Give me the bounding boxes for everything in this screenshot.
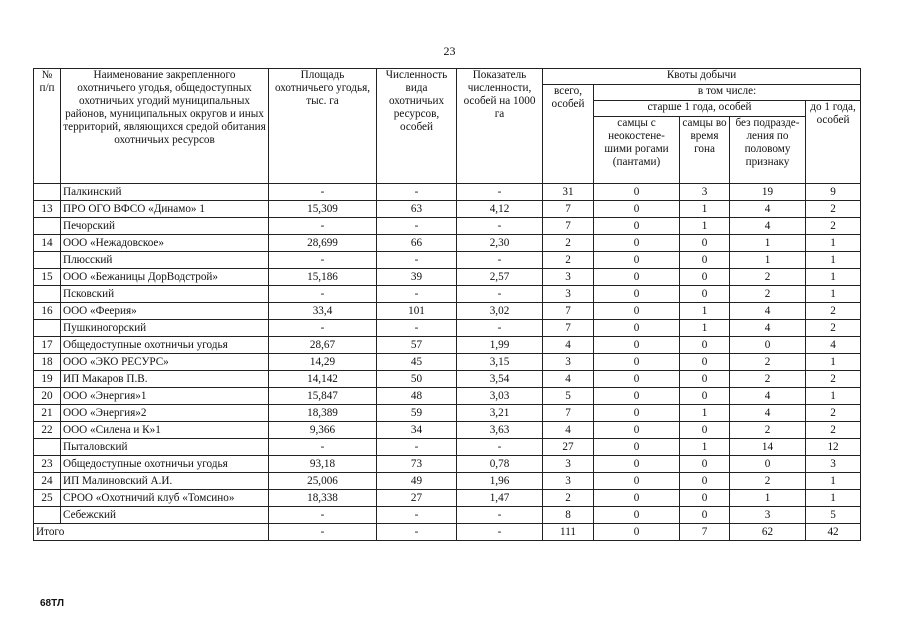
cell-males-rut: 1 [680, 218, 730, 235]
cell-density: 2,57 [457, 269, 543, 286]
cell-population: 63 [377, 201, 457, 218]
col-density-header: Показатель численности, особей на 1000 га [457, 69, 543, 184]
cell-undivided: 0 [730, 456, 806, 473]
cell-males-antlers: 0 [594, 388, 680, 405]
table-row [34, 371, 861, 388]
table-row [34, 218, 861, 235]
cell-name: Палкинский [61, 184, 269, 201]
cell-total: 2 [543, 490, 594, 507]
cell-undivided: 4 [730, 405, 806, 422]
col-males-rut-header: самцы во время гона [680, 117, 730, 184]
quota-table [33, 68, 861, 541]
cell-density: - [457, 320, 543, 337]
cell-males-rut: 1 [680, 303, 730, 320]
cell-name: ИП Макаров П.В. [61, 371, 269, 388]
cell-area: - [269, 507, 377, 524]
cell-area: 25,006 [269, 473, 377, 490]
cell-population: 49 [377, 473, 457, 490]
table-row [34, 235, 861, 252]
table-row [34, 201, 861, 218]
cell-total: 4 [543, 371, 594, 388]
cell-name: ООО «Энергия»2 [61, 405, 269, 422]
col-population-header: Численность вида охотничьих ресурсов, особей [377, 69, 457, 184]
older-header: старше 1 года, особей [594, 101, 806, 117]
cell-density: - [457, 439, 543, 456]
cell-total: 7 [543, 218, 594, 235]
table-header [34, 69, 861, 184]
cell-undivided: 4 [730, 218, 806, 235]
cell-density: - [457, 184, 543, 201]
cell-population: 66 [377, 235, 457, 252]
cell-total: 7 [543, 303, 594, 320]
cell-under1: 1 [806, 252, 861, 269]
cell-males-antlers: 0 [594, 201, 680, 218]
cell-population: 50 [377, 371, 457, 388]
cell-name: Себежский [61, 507, 269, 524]
cell-area: 28,699 [269, 235, 377, 252]
cell-number: 13 [34, 201, 61, 218]
cell-area: 9,366 [269, 422, 377, 439]
cell-number: 23 [34, 456, 61, 473]
cell-number: 16 [34, 303, 61, 320]
col-under1-header: до 1 года, особей [806, 101, 861, 184]
cell-males-antlers: 0 [594, 184, 680, 201]
cell-population: - [377, 524, 457, 541]
cell-males-antlers: 0 [594, 303, 680, 320]
cell-males-rut: 0 [680, 388, 730, 405]
cell-area: - [269, 218, 377, 235]
col-total-header: всего, особей [543, 85, 594, 184]
cell-total: 8 [543, 507, 594, 524]
cell-number: 25 [34, 490, 61, 507]
cell-density: 3,63 [457, 422, 543, 439]
cell-males-rut: 7 [680, 524, 730, 541]
cell-number: 22 [34, 422, 61, 439]
cell-density: 4,12 [457, 201, 543, 218]
cell-males-rut: 1 [680, 320, 730, 337]
cell-density: 3,02 [457, 303, 543, 320]
cell-males-rut: 0 [680, 456, 730, 473]
cell-name: ПРО ОГО ВФСО «Динамо» 1 [61, 201, 269, 218]
cell-males-antlers: 0 [594, 286, 680, 303]
table-row [34, 320, 861, 337]
cell-males-antlers: 0 [594, 405, 680, 422]
cell-name: Псковский [61, 286, 269, 303]
cell-area: 14,29 [269, 354, 377, 371]
cell-density: 1,47 [457, 490, 543, 507]
cell-density: - [457, 524, 543, 541]
cell-undivided: 1 [730, 252, 806, 269]
cell-area: 33,4 [269, 303, 377, 320]
cell-under1: 1 [806, 388, 861, 405]
cell-undivided: 1 [730, 490, 806, 507]
cell-area: - [269, 252, 377, 269]
cell-population: 39 [377, 269, 457, 286]
cell-males-antlers: 0 [594, 269, 680, 286]
table-row [34, 388, 861, 405]
cell-under1: 4 [806, 337, 861, 354]
cell-density: 2,30 [457, 235, 543, 252]
quotas-header: Квоты добычи [543, 69, 861, 85]
cell-males-rut: 0 [680, 371, 730, 388]
cell-density: 0,78 [457, 456, 543, 473]
cell-males-antlers: 0 [594, 337, 680, 354]
including-header: в том числе: [594, 85, 861, 101]
cell-number [34, 218, 61, 235]
cell-density: 3,03 [457, 388, 543, 405]
cell-undivided: 2 [730, 422, 806, 439]
cell-males-rut: 0 [680, 269, 730, 286]
cell-total: 27 [543, 439, 594, 456]
cell-undivided: 1 [730, 235, 806, 252]
cell-undivided: 4 [730, 303, 806, 320]
cell-males-antlers: 0 [594, 422, 680, 439]
cell-population: 48 [377, 388, 457, 405]
cell-population: 101 [377, 303, 457, 320]
cell-number [34, 286, 61, 303]
cell-population: - [377, 252, 457, 269]
table-row [34, 456, 861, 473]
cell-area: 15,847 [269, 388, 377, 405]
table-row [34, 184, 861, 201]
cell-name: ООО «Силена и К»1 [61, 422, 269, 439]
cell-undivided: 0 [730, 337, 806, 354]
cell-males-antlers: 0 [594, 507, 680, 524]
cell-males-antlers: 0 [594, 252, 680, 269]
cell-total: 31 [543, 184, 594, 201]
total-row [34, 524, 861, 541]
cell-males-antlers: 0 [594, 371, 680, 388]
cell-total: 3 [543, 473, 594, 490]
cell-area: - [269, 286, 377, 303]
cell-under1: 1 [806, 490, 861, 507]
cell-name: Пушкиногорский [61, 320, 269, 337]
cell-total: 4 [543, 337, 594, 354]
cell-males-rut: 0 [680, 473, 730, 490]
cell-undivided: 2 [730, 473, 806, 490]
cell-total: 3 [543, 354, 594, 371]
cell-number: 19 [34, 371, 61, 388]
table-row [34, 405, 861, 422]
cell-total: 3 [543, 269, 594, 286]
cell-number [34, 184, 61, 201]
cell-males-antlers: 0 [594, 524, 680, 541]
cell-males-antlers: 0 [594, 218, 680, 235]
cell-name: ООО «Бежаницы ДорВодстрой» [61, 269, 269, 286]
cell-males-rut: 0 [680, 286, 730, 303]
cell-area: 18,389 [269, 405, 377, 422]
cell-area: 18,338 [269, 490, 377, 507]
col-number-header: № п/п [34, 69, 61, 184]
cell-total: 7 [543, 201, 594, 218]
cell-undivided: 2 [730, 371, 806, 388]
cell-under1: 1 [806, 235, 861, 252]
cell-total: 4 [543, 422, 594, 439]
cell-under1: 42 [806, 524, 861, 541]
cell-under1: 1 [806, 286, 861, 303]
cell-males-rut: 0 [680, 252, 730, 269]
cell-name: Общедоступные охотничьи угодья [61, 337, 269, 354]
cell-under1: 1 [806, 473, 861, 490]
cell-undivided: 2 [730, 354, 806, 371]
table-row [34, 354, 861, 371]
col-area-header: Площадь охотничьего угодья, тыс. га [269, 69, 377, 184]
cell-number: 14 [34, 235, 61, 252]
cell-males-rut: 1 [680, 405, 730, 422]
cell-total: 2 [543, 252, 594, 269]
cell-population: - [377, 184, 457, 201]
cell-males-antlers: 0 [594, 439, 680, 456]
cell-number: 18 [34, 354, 61, 371]
cell-males-antlers: 0 [594, 320, 680, 337]
cell-under1: 3 [806, 456, 861, 473]
cell-total: 3 [543, 456, 594, 473]
table-row [34, 473, 861, 490]
cell-males-rut: 0 [680, 337, 730, 354]
cell-population: - [377, 286, 457, 303]
cell-under1: 2 [806, 201, 861, 218]
cell-name: ООО «Нежадовское» [61, 235, 269, 252]
cell-population: 27 [377, 490, 457, 507]
cell-area: 15,186 [269, 269, 377, 286]
cell-area: 15,309 [269, 201, 377, 218]
cell-density: 3,15 [457, 354, 543, 371]
cell-name: Плюсский [61, 252, 269, 269]
cell-number [34, 252, 61, 269]
cell-total: 5 [543, 388, 594, 405]
cell-undivided: 4 [730, 201, 806, 218]
cell-total: 3 [543, 286, 594, 303]
cell-undivided: 62 [730, 524, 806, 541]
table-row [34, 507, 861, 524]
cell-density: 1,99 [457, 337, 543, 354]
cell-total: 111 [543, 524, 594, 541]
cell-population: - [377, 218, 457, 235]
table-row [34, 269, 861, 286]
cell-males-antlers: 0 [594, 473, 680, 490]
table-body [34, 184, 861, 541]
cell-males-antlers: 0 [594, 456, 680, 473]
cell-under1: 12 [806, 439, 861, 456]
cell-density: - [457, 252, 543, 269]
cell-total: 7 [543, 405, 594, 422]
cell-under1: 2 [806, 303, 861, 320]
cell-name: ИП Малиновский А.И. [61, 473, 269, 490]
cell-density: 1,96 [457, 473, 543, 490]
cell-name: Печорский [61, 218, 269, 235]
cell-males-rut: 0 [680, 507, 730, 524]
cell-name: ООО «Феерия» [61, 303, 269, 320]
cell-males-rut: 0 [680, 422, 730, 439]
cell-name: ООО «Энергия»1 [61, 388, 269, 405]
cell-number [34, 507, 61, 524]
cell-males-rut: 0 [680, 490, 730, 507]
cell-density: 3,54 [457, 371, 543, 388]
cell-name: СРОО «Охотничий клуб «Томсино» [61, 490, 269, 507]
cell-area: 14,142 [269, 371, 377, 388]
cell-population: 59 [377, 405, 457, 422]
cell-number: 15 [34, 269, 61, 286]
cell-population: - [377, 320, 457, 337]
cell-total: 7 [543, 320, 594, 337]
cell-population: 57 [377, 337, 457, 354]
table-row [34, 252, 861, 269]
cell-area: - [269, 320, 377, 337]
cell-density: - [457, 507, 543, 524]
col-undivided-header: без подразде-ления по половому признаку [730, 117, 806, 184]
cell-undivided: 4 [730, 388, 806, 405]
cell-total: 2 [543, 235, 594, 252]
table-row [34, 337, 861, 354]
cell-total-label: Итого [34, 524, 269, 541]
cell-undivided: 14 [730, 439, 806, 456]
cell-population: - [377, 439, 457, 456]
cell-number: 21 [34, 405, 61, 422]
cell-population: 34 [377, 422, 457, 439]
cell-undivided: 19 [730, 184, 806, 201]
cell-name: ООО «ЭКО РЕСУРС» [61, 354, 269, 371]
cell-under1: 1 [806, 354, 861, 371]
table-row [34, 422, 861, 439]
table-row [34, 490, 861, 507]
cell-name: Общедоступные охотничьи угодья [61, 456, 269, 473]
cell-undivided: 4 [730, 320, 806, 337]
cell-males-antlers: 0 [594, 235, 680, 252]
cell-density: - [457, 286, 543, 303]
table-row [34, 286, 861, 303]
cell-males-antlers: 0 [594, 354, 680, 371]
cell-population: - [377, 507, 457, 524]
cell-males-rut: 1 [680, 201, 730, 218]
cell-under1: 2 [806, 405, 861, 422]
cell-number [34, 320, 61, 337]
cell-undivided: 2 [730, 286, 806, 303]
page-number: 23 [443, 44, 456, 58]
cell-number: 17 [34, 337, 61, 354]
cell-area: - [269, 184, 377, 201]
table-row [34, 439, 861, 456]
table-row [34, 303, 861, 320]
col-name-header: Наименование закрепленного охотничьего угодья, общедоступных охотничьих угодий муниципальных районов, муниципальных округов и иных территорий, являющихся средой обитания охотничьих ресурсов [61, 69, 269, 184]
cell-males-rut: 0 [680, 354, 730, 371]
cell-males-antlers: 0 [594, 490, 680, 507]
cell-under1: 2 [806, 371, 861, 388]
cell-under1: 2 [806, 218, 861, 235]
cell-males-rut: 3 [680, 184, 730, 201]
footer-code: 68ТЛ [40, 598, 64, 609]
cell-number [34, 439, 61, 456]
cell-name: Пыталовский [61, 439, 269, 456]
cell-population: 45 [377, 354, 457, 371]
col-males-antlers-header: самцы с неокостене-шими рогами (пантами) [594, 117, 680, 184]
cell-number: 24 [34, 473, 61, 490]
cell-under1: 1 [806, 269, 861, 286]
cell-males-rut: 1 [680, 439, 730, 456]
cell-density: 3,21 [457, 405, 543, 422]
cell-area: - [269, 524, 377, 541]
cell-area: - [269, 439, 377, 456]
cell-under1: 2 [806, 422, 861, 439]
cell-area: 93,18 [269, 456, 377, 473]
cell-area: 28,67 [269, 337, 377, 354]
cell-under1: 5 [806, 507, 861, 524]
cell-under1: 9 [806, 184, 861, 201]
cell-under1: 2 [806, 320, 861, 337]
cell-density: - [457, 218, 543, 235]
cell-undivided: 3 [730, 507, 806, 524]
cell-population: 73 [377, 456, 457, 473]
cell-males-rut: 0 [680, 235, 730, 252]
cell-number: 20 [34, 388, 61, 405]
cell-undivided: 2 [730, 269, 806, 286]
